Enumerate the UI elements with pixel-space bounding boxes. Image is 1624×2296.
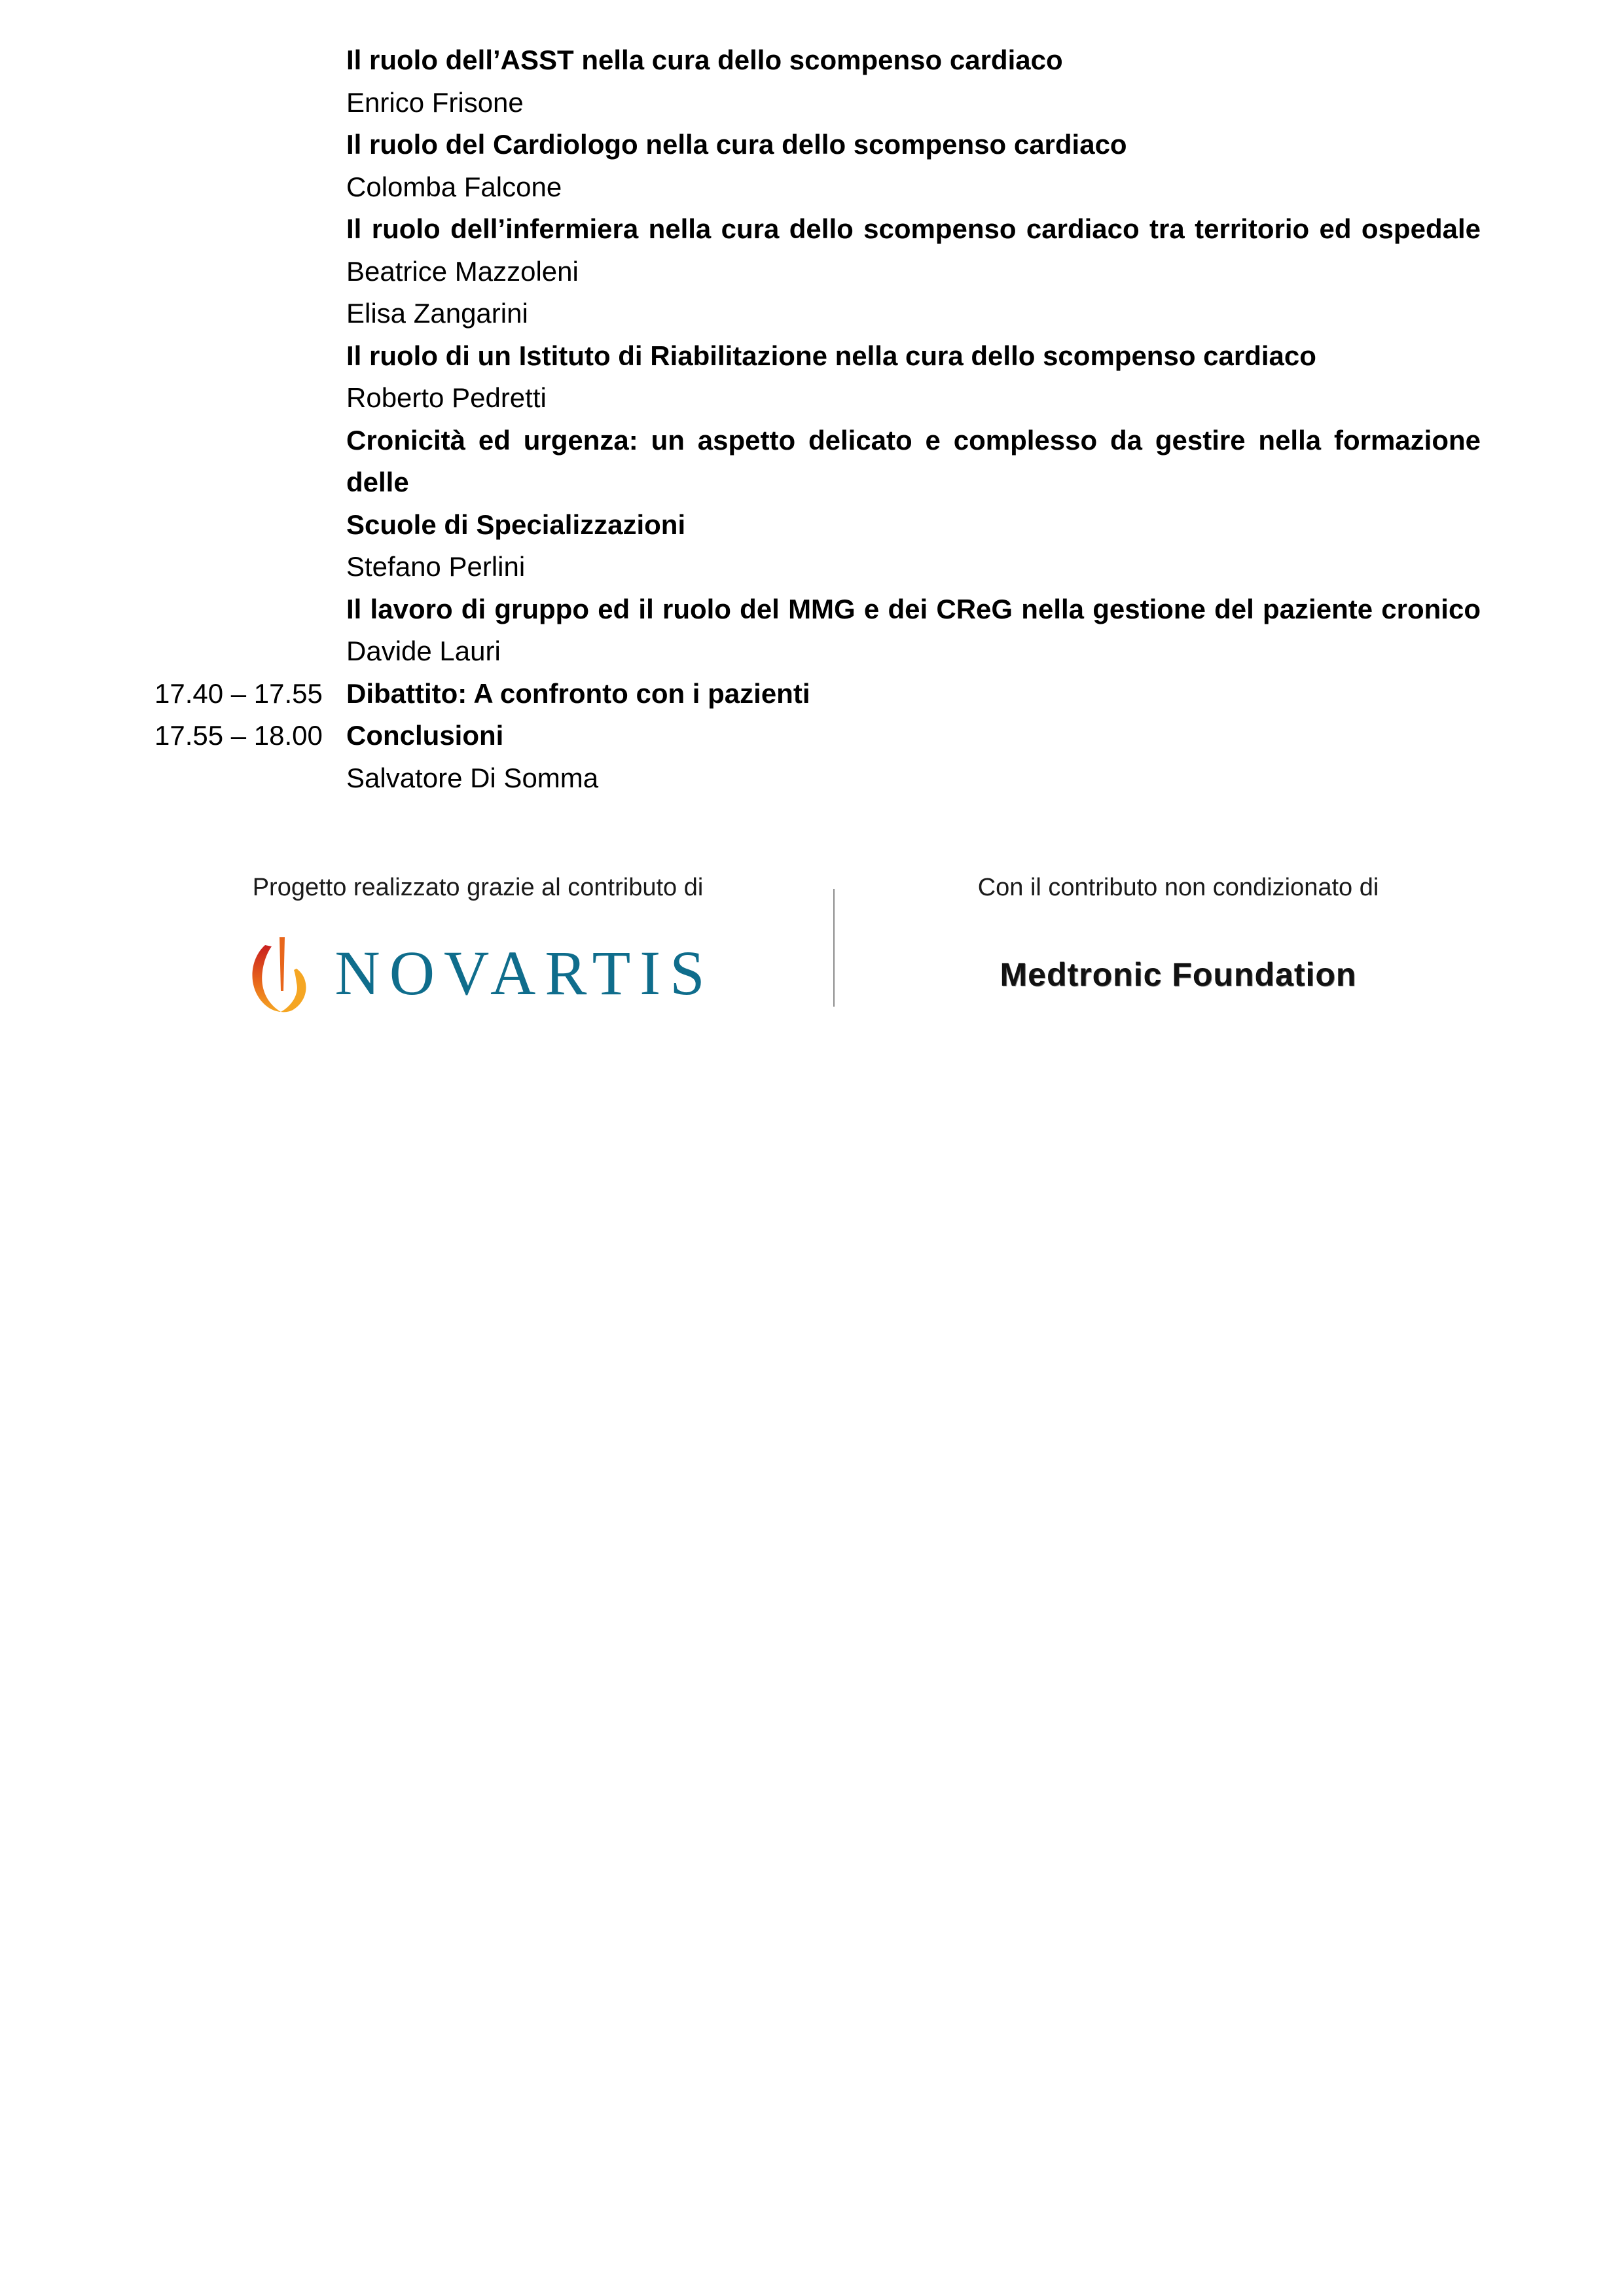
program-item [154, 124, 1481, 208]
session-title: Dibattito: A confronto con i pazienti [346, 677, 810, 709]
session-time: 17.55 – 18.00 [154, 720, 323, 751]
speaker-name: Roberto Pedretti [346, 382, 547, 413]
program-item [154, 335, 1481, 420]
sponsor-caption: Progetto realizzato grazie al contributo di [252, 874, 704, 901]
speaker-name: Enrico Frisone [346, 86, 524, 118]
program-item [154, 673, 1481, 715]
session-title: Il ruolo di un Istituto di Riabilitazione nella cura dello scompenso cardiaco [346, 340, 1316, 371]
program-schedule [154, 39, 1481, 799]
speaker-name: Colomba Falcone [346, 171, 562, 202]
session-time: 17.40 – 17.55 [154, 677, 323, 709]
program-item [154, 208, 1481, 335]
program-item [154, 588, 1481, 673]
speaker-name: Salvatore Di Somma [346, 762, 599, 793]
program-item [154, 715, 1481, 799]
session-title: Cronicità ed urgenza: un aspetto delicato e complesso da gestire nella formazione delle [346, 424, 1481, 497]
session-title: Il ruolo dell’infermiera nella cura dello scompenso cardiaco tra territorio ed ospedale [346, 213, 1481, 244]
program-item [154, 39, 1481, 124]
speaker-name: Elisa Zangarini [346, 298, 528, 329]
novartis-wordmark: NOVARTIS [334, 938, 714, 1008]
session-title: Il ruolo dell’ASST nella cura dello scompenso cardiaco [346, 45, 1063, 75]
session-title: Il ruolo del Cardiologo nella cura dello scompenso cardiaco [346, 129, 1127, 160]
session-title: Conclusioni [346, 720, 504, 751]
speaker-name: Davide Lauri [346, 636, 501, 666]
speaker-name: Stefano Perlini [346, 551, 526, 582]
session-title: Il lavoro di gruppo ed il ruolo del MMG e dei CReG nella gestione del paziente cronico [346, 593, 1481, 624]
sponsor-novartis [196, 870, 759, 1016]
novartis-flame-icon [242, 931, 320, 1016]
novartis-logo [229, 931, 727, 1016]
sponsor-caption: Con il contributo non condizionato di [977, 874, 1379, 901]
speaker-name: Beatrice Mazzoleni [346, 255, 579, 287]
sponsor-divider [833, 889, 835, 1007]
sponsor-medtronic [884, 870, 1473, 994]
medtronic-foundation-logo: Medtronic Foundation [1000, 956, 1357, 993]
sponsors-section [0, 870, 1624, 1067]
session-title-continued: Scuole di Specializzazioni [346, 509, 686, 540]
program-item [154, 420, 1481, 588]
